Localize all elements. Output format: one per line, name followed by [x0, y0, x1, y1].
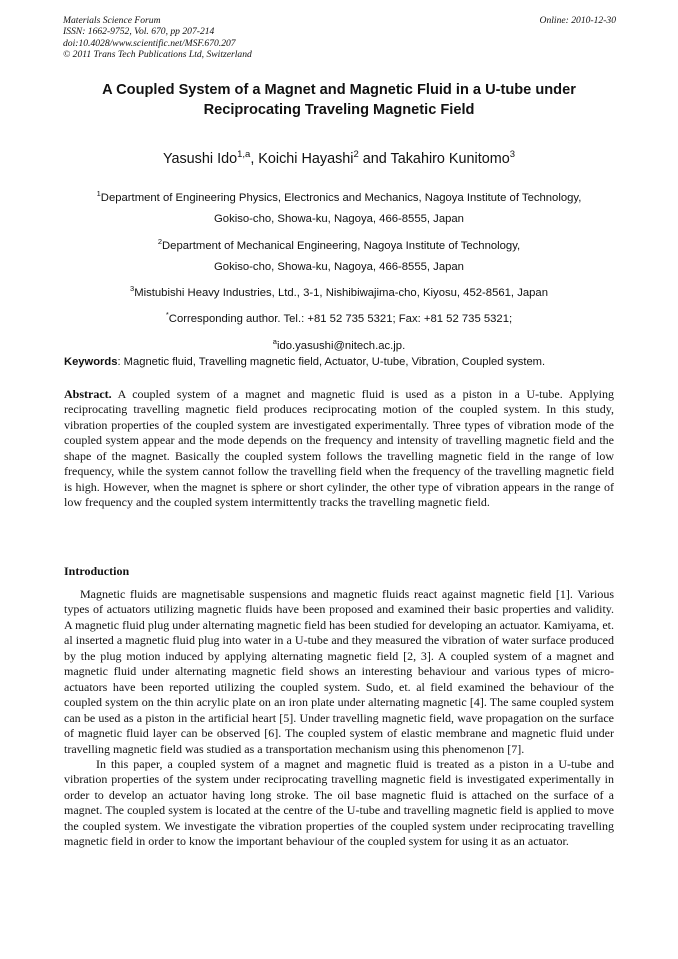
copyright-line: © 2011 Trans Tech Publications Ltd, Switzerland [63, 49, 252, 61]
doi-line: doi:10.4028/www.scientific.net/MSF.670.207 [63, 37, 236, 49]
title-line-1: A Coupled System of a Magnet and Magnetic Fluid in a U-tube under [102, 82, 576, 98]
affiliation-line-5 [40, 278, 638, 304]
corresponding-text: Corresponding author. Tel.: +81 52 735 5321; Fax: +81 52 735 5321; [168, 313, 513, 326]
paper-title [40, 81, 638, 120]
author-2: , Koichi Hayashi [250, 150, 354, 167]
author-list [40, 146, 638, 168]
affil-text-3: Mistubishi Heavy Industries, Ltd., 3-1, Nishibiwajima-cho, Kiyosu, 452-8561, Japan [134, 286, 548, 299]
title-line-2: Reciprocating Traveling Magnetic Field [203, 101, 475, 118]
abstract [64, 387, 614, 511]
affiliations [40, 183, 638, 357]
author-2-affil-mark: 2 [353, 149, 359, 160]
affiliation-line-1 [40, 183, 638, 209]
corresponding-mark: * [165, 310, 169, 320]
journal-name: Materials Science Forum [63, 15, 161, 26]
affil-mark-3: 3 [130, 284, 135, 294]
corresponding-author-line [40, 304, 638, 330]
affil-text-1: Department of Engineering Physics, Electronics and Mechanics, Nagoya Institute of Technology, [100, 191, 582, 204]
introduction-heading: Introduction [64, 564, 130, 578]
affiliation-line-4: Gokiso-cho, Showa-ku, Nagoya, 466-8555, Japan [214, 260, 464, 273]
keywords [64, 355, 624, 369]
online-date: Online: 2010-12-30 [539, 15, 616, 26]
affil-mark-2: 2 [157, 236, 162, 246]
keywords-label: Keywords [64, 356, 118, 368]
intro-paragraph-1: Magnetic fluids are magnetisable suspensions and magnetic fluids react against magnetic field [1]. Various types of actuators utilizing magnetic fluids have been proposed and examined their basic properties and validity. A magnetic fluid plug under alternating magnetic field has been studied for developing an actuator. Kamiyama, et. al inserted a magnetic fluid plug into water in a U-tube and they measured the vibration of water surface produced by the plug motion induced by applying alternating magnetic field [2, 3]. A coupled system of a magnet and magnetic fluid under alternating magnetic field shows an interesting behaviour and various types of micro-actuators have been reported utilizing the coupled system. Sudo, et. al field examined the behaviour of the coupled system on the thin acrylic plate on an iron plate under alternating magnetic [4]. The same coupled system can be used as a piston in the artificial heart [5]. Under travelling magnetic field, wave propagation on the surface of magnetic fluid layer can be observed [6]. The coupled system of elastic membrane and magnetic fluid under travelling magnetic field was studied as a transportation mechanism using this phenomenon [7]. [64, 587, 614, 756]
issn-line: ISSN: 1662-9752, Vol. 670, pp 207-214 [63, 26, 215, 38]
email-text: ido.yasushi@nitech.ac.jp. [276, 339, 406, 352]
email-line [40, 331, 638, 357]
affil-text-2: Department of Mechanical Engineering, Nagoya Institute of Technology, [162, 239, 521, 252]
abstract-label: Abstract. [64, 387, 112, 401]
author-3-affil-mark: 3 [509, 149, 516, 160]
abstract-text: A coupled system of a magnet and magnetic fluid is used as a piston in a U-tube. Applying reciprocating travelling magnetic field produces reciprocating motion of the coupled system. In this study, vibration properties of the coupled system are investigated experimentally. Three types of vibration mode of the coupled system appear and the mode depends on the frequency and intensity of travelling magnetic field and the shape of the magnet. Basically the coupled system follows the travelling magnetic field in the range of low frequency, while the system cannot follow the travelling field when the frequency of the travelling magnetic field is high. However, when the magnet is sphere or short cylinder, the other type of vibration appears in the range of low frequency and the coupled system intermittently tracks the travelling magnetic field. [64, 387, 614, 510]
author-1-affil-mark: 1,a [237, 149, 251, 160]
author-1: Yasushi Ido [162, 150, 238, 167]
journal-header [63, 15, 616, 61]
intro-paragraph-2: In this paper, a coupled system of a magnet and magnetic fluid is treated as a piston in a U-tube and vibration properties of the system under reciprocating travelling magnetic field is investigated experimentally in order to develop an actuator having long stroke. The oil base magnetic fluid is attached on the surface of a magnet. The coupled system is located at the centre of the U-tube and travelling magnetic field is applied to move the coupled system. We investigate the vibration properties of the coupled system under reciprocating travelling magnetic field in order to know the important behaviour of the coupled system for using it as an actuator. [64, 756, 614, 849]
affiliation-line-3 [40, 231, 638, 257]
keywords-text: : Magnetic fluid, Travelling magnetic field, Actuator, U-tube, Vibration, Coupled system. [117, 356, 546, 368]
author-3: and Takahiro Kunitomo [358, 150, 510, 167]
affil-mark-1: 1 [96, 189, 101, 198]
affiliation-line-2: Gokiso-cho, Showa-ku, Nagoya, 466-8555, Japan [214, 213, 464, 226]
introduction-body [64, 587, 614, 850]
email-mark: a [272, 336, 277, 346]
